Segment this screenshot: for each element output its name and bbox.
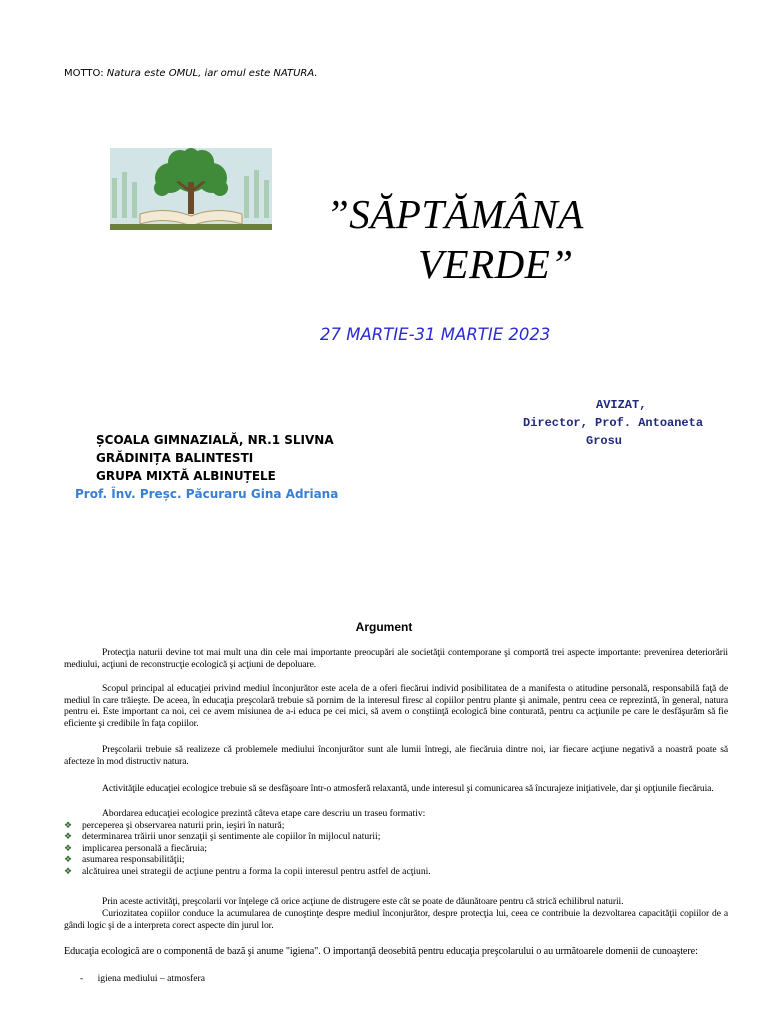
diamond-bullet-icon: ❖ xyxy=(64,865,73,876)
list-item xyxy=(64,831,724,843)
paragraph: Preşcolarii trebuie să realizeze că problemele mediului înconjurător sunt ale lumii întregi, ale fiecăruia dintre noi, iar fiecare acţiune negativă a noastră poate să afecteze în mod distructiv natura. xyxy=(64,744,728,767)
paragraph: Scopul principal al educaţiei privind mediul înconjurător este acela de a oferi fiecărui individ posibilitatea de a manifesta o atitudine personală, responsabilă faţă de mediul în care trăieşte. De aceea, în educaţia preşcolară trebuie să pornim de la interesul firesc al copiilor pentru plante şi animale, pentru ceea ce reprezintă, în general, natura pentru ei. Este important ca noi, cei ce avem misiunea de a-i educa pe cei mici, să avem o conştiinţă ecologică bine conturată, pentru ca acţiunile pe care le desfăşurăm să fie eficiente şi credibile în faţa copiilor. xyxy=(64,683,728,729)
list-item-text: alcătuirea unei strategii de acţiune pentru a forma la copii interesul pentru astfel de acţiuni. xyxy=(82,865,431,877)
paragraph: Educaţia ecologică are o componentă de bază şi anume "igiena". O importanţă deosebită pentru educaţia preşcolarului o au următoarele domenii de cunoaştere: xyxy=(64,946,698,957)
list-item xyxy=(64,866,724,878)
paragraph: Activităţile educaţiei ecologice trebuie să se desfăşoare într-o atmosferă relaxantă, unde interesul şi comunicarea să încurajeze iniţiativele, dar şi opţiunile fiecăruia. xyxy=(102,783,714,794)
bullet-list-block xyxy=(64,808,724,878)
school-name: ȘCOALA GIMNAZIALĂ, NR.1 SLIVNA xyxy=(96,433,334,447)
paragraph: Curiozitatea copiilor conduce la acumularea de cunoştinţe despre mediul înconjurător, despre protecţia lui, ceea ce contribuie la dezvoltarea capacităţii copiilor de a gândi logic şi de a interpreta corect aspecte din jurul lor. xyxy=(64,908,728,931)
group-name: GRUPA MIXTĂ ALBINUȚELE xyxy=(96,469,276,483)
kindergarten-name: GRĂDINIȚA BALINTESTI xyxy=(96,451,254,465)
dash-bullet: - xyxy=(80,973,84,984)
list-item-text: igiena mediului – atmosfera xyxy=(97,973,205,984)
motto-text: Natura este OMUL, iar omul este NATURA. xyxy=(106,68,318,79)
teacher-name: Prof. Înv. Preșc. Păcuraru Gina Adriana xyxy=(75,487,339,501)
list-item-text: determinarea trăirii unor senzaţii şi sentimente ale copiilor în mijlocul naturii; xyxy=(82,831,381,843)
list-item xyxy=(64,820,724,832)
page-title-line1: ”SĂPTĂMÂNA xyxy=(326,191,584,237)
diamond-bullet-icon: ❖ xyxy=(64,854,73,865)
list-item-text: perceperea şi observarea naturii prin, ieşiri în natură; xyxy=(82,819,285,831)
list-intro: Abordarea educaţiei ecologice prezintă câteva etape care descriu un traseu formativ: xyxy=(102,808,426,819)
diamond-bullet-icon: ❖ xyxy=(64,819,73,830)
list-item xyxy=(64,854,724,866)
paragraph: Protecţia naturii devine tot mai mult una din cele mai importante preocupări ale societăţii contemporane şi comportă trei aspecte importante: prevenirea deteriorării mediului, acţiuni de reconstrucţie ecologică şi acţiuni de depoluare. xyxy=(64,647,728,670)
motto xyxy=(64,68,318,79)
list-item-text: implicarea personală a fiecăruia; xyxy=(82,842,207,854)
list-item-text: asumarea responsabilităţii; xyxy=(82,854,185,866)
approval-director: Director, Prof. Antoaneta xyxy=(523,416,704,430)
diamond-bullet-icon: ❖ xyxy=(64,831,73,842)
motto-label: MOTTO: xyxy=(64,68,107,79)
list-item xyxy=(80,973,205,984)
section-title: Argument xyxy=(355,620,413,634)
approval-label: AVIZAT, xyxy=(596,398,647,412)
paragraph: Prin aceste activităţi, preşcolarii vor înţelege că orice acţiune de distrugere este cât se poate de dăunătoare pentru că strică echilibrul naturii. xyxy=(102,896,624,907)
diamond-bullet-icon: ❖ xyxy=(64,842,73,853)
approval-director-name: Grosu xyxy=(586,434,623,448)
tree-on-book-icon xyxy=(110,148,272,230)
date-range: 27 MARTIE-31 MARTIE 2023 xyxy=(320,325,551,344)
page-title-line2: VERDE” xyxy=(418,241,574,287)
list-item xyxy=(64,843,724,855)
